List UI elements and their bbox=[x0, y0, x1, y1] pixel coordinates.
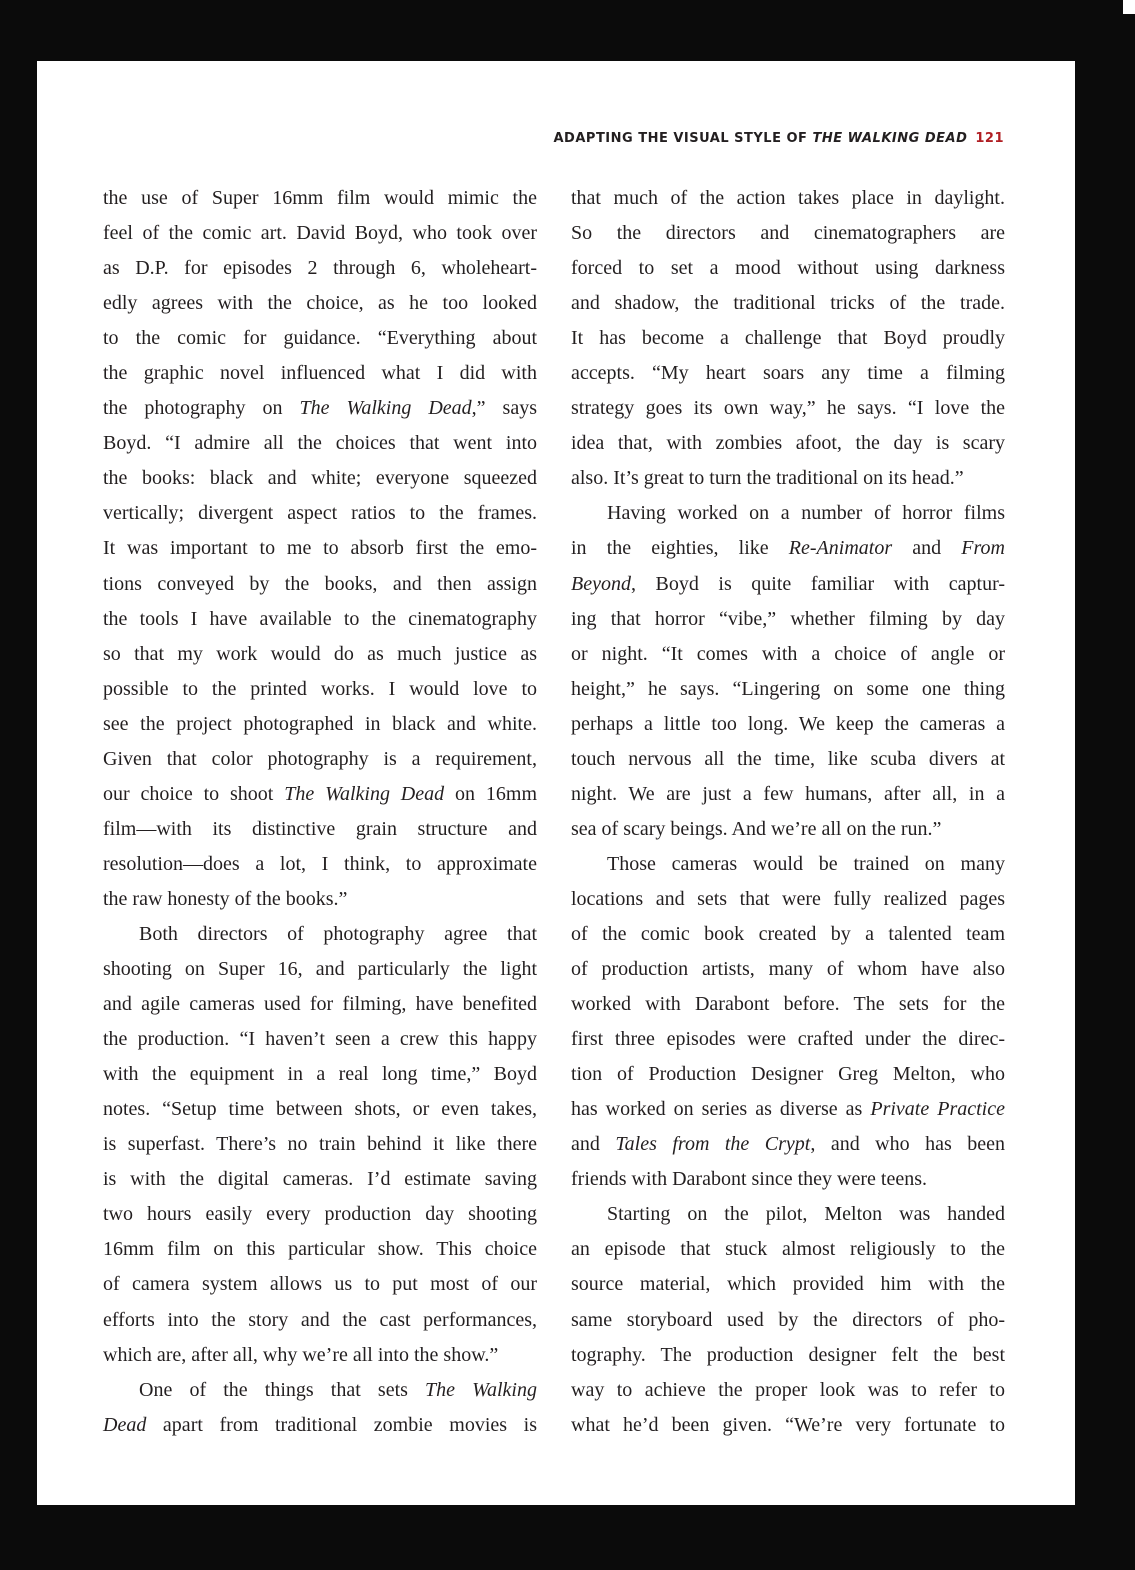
paragraph-last-line: also. It’s great to turn the traditional on its head.” bbox=[571, 467, 964, 490]
text-line: the graphic novel influenced what I did with bbox=[103, 362, 537, 385]
text-line: the photography on The Walking Dead,” says bbox=[103, 397, 537, 420]
text-line: first three episodes were crafted under the direc- bbox=[571, 1028, 1005, 1051]
text-line: of the comic book created by a talented team bbox=[571, 922, 1005, 945]
text-line: see the project photographed in black and white. bbox=[103, 712, 537, 735]
text-line: forced to set a mood without using darkness bbox=[571, 257, 1005, 280]
text-line: tion of Production Designer Greg Melton, who bbox=[571, 1063, 1005, 1086]
text-line: tions conveyed by the books, and then assign bbox=[103, 572, 537, 595]
paragraph-first-line: Having worked on a number of horror films bbox=[607, 502, 1005, 525]
text-line: or night. “It comes with a choice of angle or bbox=[571, 642, 1005, 665]
italic-title: Re-Animator bbox=[788, 537, 893, 560]
text-line: So the directors and cinematographers are bbox=[571, 222, 1005, 245]
running-head bbox=[554, 131, 1005, 146]
text-line: night. We are just a few humans, after all, in a bbox=[571, 782, 1005, 805]
text-line: way to achieve the proper look was to refer to bbox=[571, 1378, 1005, 1401]
italic-title: Dead bbox=[103, 1413, 147, 1436]
text-line: resolution—does a lot, I think, to approximate bbox=[103, 852, 537, 875]
italic-title: Private Practice bbox=[870, 1098, 1005, 1121]
text-line: perhaps a little too long. We keep the cameras a bbox=[571, 712, 1005, 735]
text-line: vertically; divergent aspect ratios to the frames. bbox=[103, 502, 537, 525]
text-line: our choice to shoot The Walking Dead on 16mm bbox=[103, 782, 537, 805]
paragraph-last-line: the raw honesty of the books.” bbox=[103, 887, 348, 910]
book-page bbox=[37, 61, 1075, 1505]
text-line: the tools I have available to the cinematography bbox=[103, 607, 537, 630]
text-line: what he’d been given. “We’re very fortunate to bbox=[571, 1413, 1005, 1436]
text-line: tography. The production designer felt the best bbox=[571, 1343, 1005, 1366]
scan-corner-mark bbox=[1123, 0, 1135, 14]
text-line: Boyd. “I admire all the choices that went into bbox=[103, 432, 537, 455]
italic-title: The Walking Dead bbox=[284, 782, 445, 805]
italic-title: From bbox=[961, 537, 1005, 560]
text-line: worked with Darabont before. The sets for the bbox=[571, 993, 1005, 1016]
running-head-book-title: THE WALKING DEAD bbox=[812, 131, 968, 146]
paragraph-first-line: Starting on the pilot, Melton was handed bbox=[607, 1203, 1005, 1226]
paragraph-last-line: friends with Darabont since they were teens. bbox=[571, 1168, 927, 1191]
paragraph-first-line: Both directors of photography agree that bbox=[139, 922, 537, 945]
text-line: locations and sets that were fully realized pages bbox=[571, 887, 1005, 910]
text-line: notes. “Setup time between shots, or even takes, bbox=[103, 1098, 537, 1121]
text-line: ing that horror “vibe,” whether filming by day bbox=[571, 607, 1005, 630]
text-line: is with the digital cameras. I’d estimate saving bbox=[103, 1168, 537, 1191]
paragraph-last-line: which are, after all, why we’re all into the show.” bbox=[103, 1343, 499, 1366]
text-line: is superfast. There’s no train behind it like there bbox=[103, 1133, 537, 1156]
text-line: same storyboard used by the directors of pho- bbox=[571, 1308, 1005, 1331]
left-text-column bbox=[103, 181, 537, 1443]
text-line: possible to the printed works. I would love to bbox=[103, 677, 537, 700]
text-line: Given that color photography is a requirement, bbox=[103, 747, 537, 770]
text-line: as D.P. for episodes 2 through 6, wholeheart- bbox=[103, 257, 537, 280]
text-line: with the equipment in a real long time,” Boyd bbox=[103, 1063, 537, 1086]
text-line: accepts. “My heart soars any time a filming bbox=[571, 362, 1005, 385]
running-head-prefix: ADAPTING THE VISUAL STYLE OF bbox=[553, 131, 813, 146]
text-line: source material, which provided him with the bbox=[571, 1273, 1005, 1296]
text-line: edly agrees with the choice, as he too looked bbox=[103, 292, 537, 315]
text-line: idea that, with zombies afoot, the day is scary bbox=[571, 432, 1005, 455]
italic-title: Beyond bbox=[571, 572, 631, 595]
right-text-column bbox=[571, 181, 1005, 1443]
paragraph-first-line: One of the things that sets The Walking bbox=[139, 1378, 537, 1401]
text-line: so that my work would do as much justice as bbox=[103, 642, 537, 665]
text-line: and shadow, the traditional tricks of the trade. bbox=[571, 292, 1005, 315]
text-line: feel of the comic art. David Boyd, who took over bbox=[103, 222, 537, 245]
text-line: It has become a challenge that Boyd proudly bbox=[571, 327, 1005, 350]
text-line: strategy goes its own way,” he says. “I love the bbox=[571, 397, 1005, 420]
text-line: and agile cameras used for filming, have benefited bbox=[103, 993, 537, 1016]
text-line: the production. “I haven’t seen a crew this happy bbox=[103, 1028, 537, 1051]
text-line: of camera system allows us to put most of our bbox=[103, 1273, 537, 1296]
text-line: two hours easily every production day shooting bbox=[103, 1203, 537, 1226]
italic-title: The Walking Dead bbox=[299, 397, 472, 420]
text-line: It was important to me to absorb first the emo- bbox=[103, 537, 537, 560]
paragraph-first-line: Those cameras would be trained on many bbox=[607, 852, 1005, 875]
text-line: of production artists, many of whom have also bbox=[571, 958, 1005, 981]
text-line: the books: black and white; everyone squeezed bbox=[103, 467, 537, 490]
text-line: efforts into the story and the cast performances, bbox=[103, 1308, 537, 1331]
paragraph-last-line: sea of scary beings. And we’re all on the run.” bbox=[571, 817, 942, 840]
text-line: an episode that stuck almost religiously to the bbox=[571, 1238, 1005, 1261]
italic-title: Tales from the Crypt bbox=[615, 1133, 811, 1156]
text-line: 16mm film on this particular show. This choice bbox=[103, 1238, 537, 1261]
text-line: Dead apart from traditional zombie movies is bbox=[103, 1413, 537, 1436]
italic-title: The Walking bbox=[425, 1378, 537, 1401]
text-line: film—with its distinctive grain structure and bbox=[103, 817, 537, 840]
text-line: touch nervous all the time, like scuba divers at bbox=[571, 747, 1005, 770]
text-line: and Tales from the Crypt, and who has been bbox=[571, 1133, 1005, 1156]
text-line: to the comic for guidance. “Everything about bbox=[103, 327, 537, 350]
text-line: that much of the action takes place in daylight. bbox=[571, 187, 1005, 209]
text-line: shooting on Super 16, and particularly the light bbox=[103, 958, 537, 981]
page-number: 121 bbox=[975, 131, 1004, 146]
text-line: Beyond, Boyd is quite familiar with captur- bbox=[571, 572, 1005, 595]
text-line: height,” he says. “Lingering on some one thing bbox=[571, 677, 1005, 700]
text-line: in the eighties, like Re-Animator and From bbox=[571, 537, 1005, 560]
text-line: has worked on series as diverse as Private Practice bbox=[571, 1098, 1005, 1121]
text-line: the use of Super 16mm film would mimic the bbox=[103, 187, 537, 209]
